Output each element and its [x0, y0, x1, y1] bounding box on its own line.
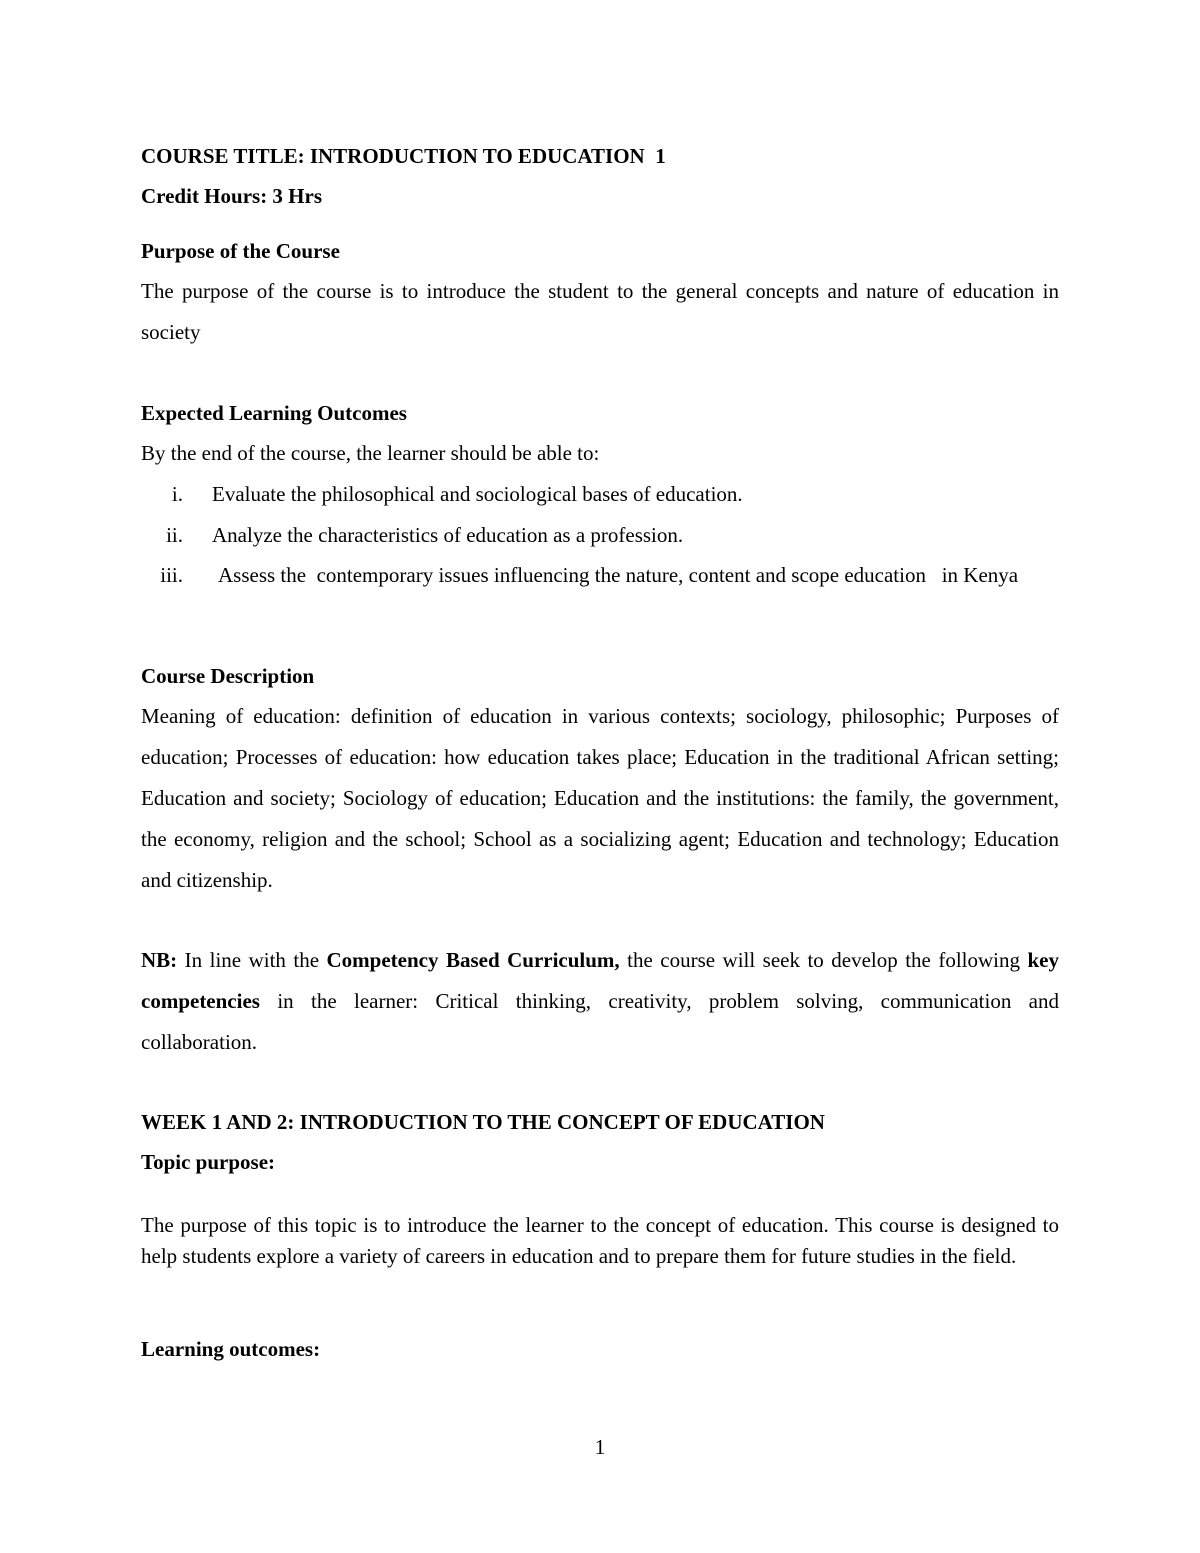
description-heading: Course Description — [141, 664, 315, 688]
outcome-text: Analyze the characteristics of education as a profession. — [212, 523, 684, 547]
outcome-text: Evaluate the philosophical and sociological bases of education. — [212, 482, 743, 506]
outcomes-intro: By the end of the course, the learner should be able to: — [141, 441, 600, 465]
nb-text: the course will seek to develop the following — [619, 948, 1028, 972]
nb-text: in the learner: Critical thinking, creativity, problem solving, communication and collaboration. — [141, 989, 1059, 1054]
credit-hours: Credit Hours: 3 Hrs — [141, 184, 323, 208]
topic-purpose-heading: Topic purpose: — [141, 1150, 276, 1174]
purpose-text: The purpose of the course is to introduce the student to the general concepts and nature of education in society — [141, 279, 1059, 344]
nb-curriculum: Competency Based Curriculum, — [326, 948, 620, 972]
course-title: COURSE TITLE: INTRODUCTION TO EDUCATION 1 — [141, 144, 666, 168]
purpose-heading: Purpose of the Course — [141, 239, 340, 263]
outcome-number: i. — [171, 482, 183, 506]
nb-key-competencies: key competencies — [141, 948, 1059, 1013]
topic-purpose-text: The purpose of this topic is to introduce the learner to the concept of education. This course is designed to help students explore a variety of careers in education and to prepare them for future studies in the field. — [141, 1213, 1059, 1268]
page-number: 1 — [594, 1435, 606, 1459]
nb-text: In line with the — [177, 948, 327, 972]
outcomes-heading: Expected Learning Outcomes — [141, 401, 407, 425]
outcome-text: Assess the contemporary issues influencing the nature, content and scope education in Kenya — [218, 563, 1019, 587]
nb-label: NB: — [141, 948, 178, 972]
outcome-number: iii. — [160, 563, 183, 587]
learning-outcomes-heading: Learning outcomes: — [141, 1337, 321, 1361]
nb-paragraph — [141, 940, 1059, 1063]
week-heading: WEEK 1 AND 2: INTRODUCTION TO THE CONCEPT OF EDUCATION — [141, 1110, 825, 1134]
description-text: Meaning of education: definition of education in various contexts; sociology, philosophic; Purposes of education; Processes of education: how education takes place; Education in the traditional African setting; Education and society; Sociology of education; Education and the institutions: the family, the government, the economy, religion and the school; School as a socializing agent; Education and technology; Education and citizenship. — [141, 704, 1059, 892]
outcome-number: ii. — [166, 523, 183, 547]
